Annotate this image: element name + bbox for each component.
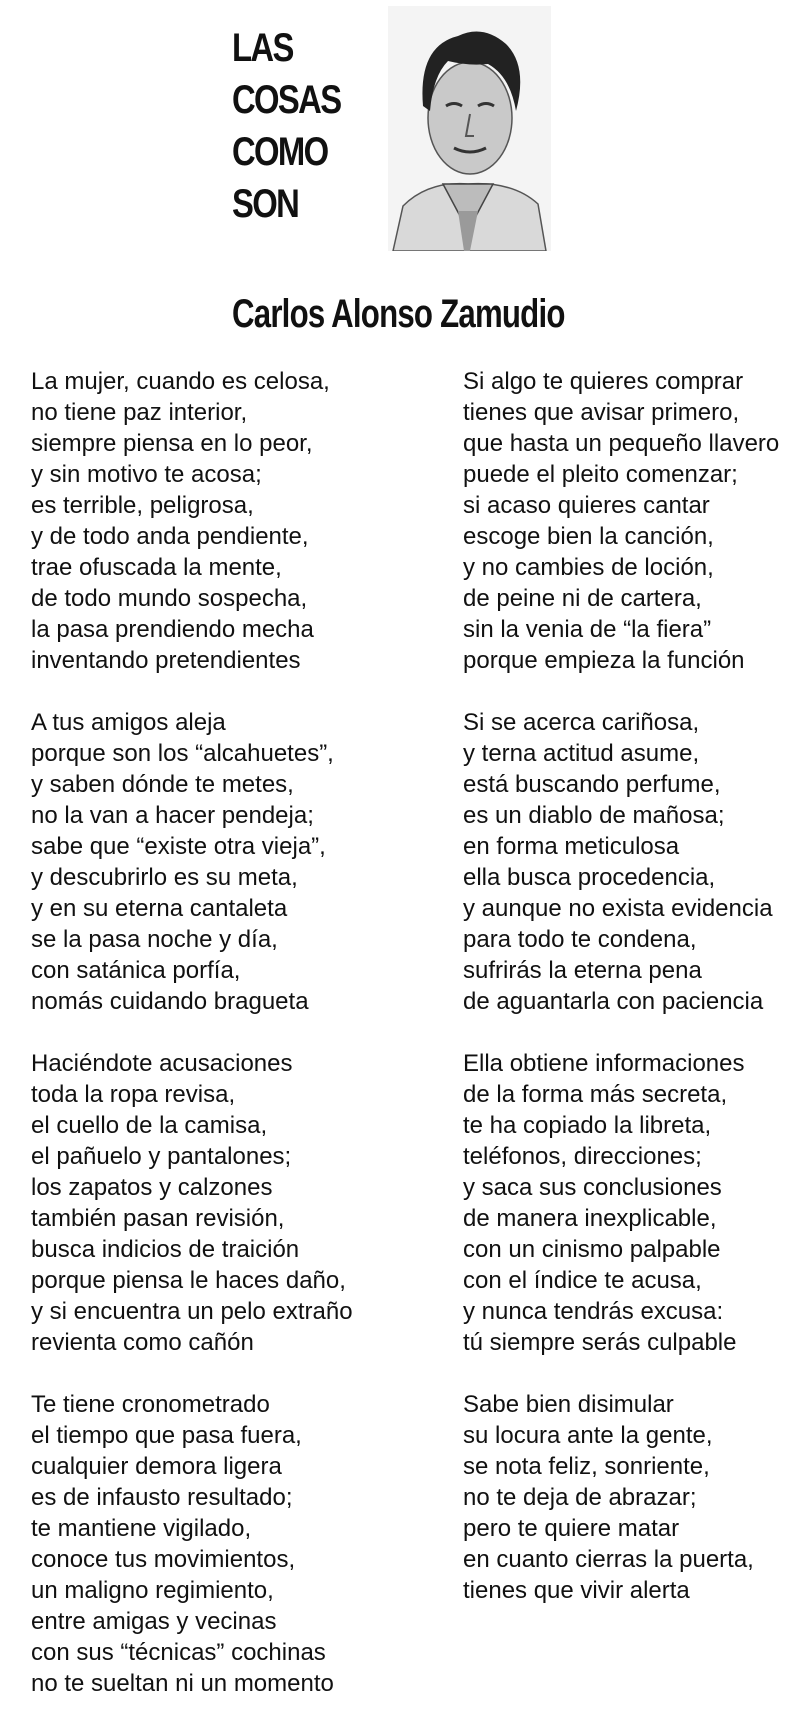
poem-line: que hasta un pequeño llavero (463, 430, 780, 457)
poem-line: con un cinismo palpable (463, 1236, 721, 1263)
poem-line: sin la venia de “la fiera” (463, 616, 712, 643)
poem-line: Te tiene cronometrado (31, 1391, 270, 1418)
poem-line: un maligno regimiento, (31, 1577, 274, 1604)
column-title-line: COMO (232, 130, 328, 174)
stanza (31, 366, 411, 676)
poem-line: en cuanto cierras la puerta, (463, 1546, 754, 1573)
poem-line: no tiene paz interior, (31, 399, 248, 426)
poem-line: Si se acerca cariñosa, (463, 709, 700, 736)
author-portrait (388, 6, 551, 251)
stanza (463, 1048, 800, 1358)
poem-line: puede el pleito comenzar; (463, 461, 738, 488)
poem-line: es un diablo de mañosa; (463, 802, 725, 829)
poem-line: si acaso quieres cantar (463, 492, 710, 519)
poem-line: toda la ropa revisa, (31, 1081, 236, 1108)
poem-line: en forma meticulosa (463, 833, 680, 860)
poem-line: no te sueltan ni un momento (31, 1670, 334, 1697)
poem-line: de peine ni de cartera, (463, 585, 702, 612)
poem-line: la pasa prendiendo mecha (31, 616, 314, 643)
poem-line: siempre piensa en lo peor, (31, 430, 313, 457)
stanza (31, 1048, 411, 1358)
author-name: Carlos Alonso Zamudio (232, 292, 565, 336)
poem-line: los zapatos y calzones (31, 1174, 273, 1201)
poem-line: teléfonos, direcciones; (463, 1143, 702, 1170)
poem-line: y nunca tendrás excusa: (463, 1298, 724, 1325)
column-title-line: SON (232, 182, 299, 226)
stanza (463, 1389, 800, 1606)
poem-line: es de infausto resultado; (31, 1484, 293, 1511)
poem-line: el pañuelo y pantalones; (31, 1143, 292, 1170)
poem-line: y en su eterna cantaleta (31, 895, 288, 922)
poem-line: también pasan revisión, (31, 1205, 285, 1232)
poem-line: se nota feliz, sonriente, (463, 1453, 710, 1480)
poem-line: Sabe bien disimular (463, 1391, 674, 1418)
poem-line: de todo mundo sospecha, (31, 585, 308, 612)
poem-line: con el índice te acusa, (463, 1267, 702, 1294)
poem-line: ella busca procedencia, (463, 864, 716, 891)
poem-line: inventando pretendientes (31, 647, 301, 674)
stanza (463, 707, 800, 1017)
poem-line: para todo te condena, (463, 926, 697, 953)
poem-line: tienes que avisar primero, (463, 399, 740, 426)
poem-line: escoge bien la canción, (463, 523, 714, 550)
column-title (232, 22, 340, 230)
poem-line: busca indicios de traición (31, 1236, 300, 1263)
poem-line: porque empieza la función (463, 647, 745, 674)
poem-line: el cuello de la camisa, (31, 1112, 268, 1139)
poem-line: trae ofuscada la mente, (31, 554, 282, 581)
poem-line: porque son los “alcahuetes”, (31, 740, 334, 767)
poem-line: La mujer, cuando es celosa, (31, 368, 330, 395)
poem-line: cualquier demora ligera (31, 1453, 282, 1480)
poem-line: el tiempo que pasa fuera, (31, 1422, 302, 1449)
stanza (31, 1389, 411, 1699)
poem-line: Ella obtiene informaciones (463, 1050, 745, 1077)
poem-line: Haciéndote acusaciones (31, 1050, 293, 1077)
poem-line: de aguantarla con paciencia (463, 988, 764, 1015)
poem-line: nomás cuidando bragueta (31, 988, 309, 1015)
poem-line: está buscando perfume, (463, 771, 721, 798)
poem-line: sabe que “existe otra vieja”, (31, 833, 326, 860)
poem-line: porque piensa le haces daño, (31, 1267, 346, 1294)
column-title-line: LAS (232, 26, 293, 70)
poem-line: y aunque no exista evidencia (463, 895, 773, 922)
poem-line: conoce tus movimientos, (31, 1546, 296, 1573)
poem-line: de manera inexplicable, (463, 1205, 717, 1232)
poem-line: sufrirás la eterna pena (463, 957, 702, 984)
column-title-line: COSAS (232, 78, 341, 122)
poem-line: Si algo te quieres comprar (463, 368, 744, 395)
poem-right-column (463, 366, 800, 1637)
stanza (31, 707, 411, 1017)
poem-line: tú siempre serás culpable (463, 1329, 737, 1356)
poem-line: te mantiene vigilado, (31, 1515, 252, 1542)
poem-line: su locura ante la gente, (463, 1422, 713, 1449)
poem-line: y de todo anda pendiente, (31, 523, 309, 550)
poem-line: se la pasa noche y día, (31, 926, 278, 953)
poem-line: y terna actitud asume, (463, 740, 700, 767)
stanza (463, 366, 800, 676)
poem-line: entre amigas y vecinas (31, 1608, 277, 1635)
poem-line: no te deja de abrazar; (463, 1484, 697, 1511)
poem-line: no la van a hacer pendeja; (31, 802, 314, 829)
poem-line: y descubrirlo es su meta, (31, 864, 298, 891)
poem-line: te ha copiado la libreta, (463, 1112, 712, 1139)
poem-line: y no cambies de loción, (463, 554, 714, 581)
poem-line: y sin motivo te acosa; (31, 461, 262, 488)
poem-line: de la forma más secreta, (463, 1081, 728, 1108)
poem-line: pero te quiere matar (463, 1515, 680, 1542)
poem-left-column (31, 366, 411, 1730)
poem-line: y saca sus conclusiones (463, 1174, 722, 1201)
poem-line: es terrible, peligrosa, (31, 492, 254, 519)
poem-line: y si encuentra un pelo extraño (31, 1298, 353, 1325)
poem-line: con sus “técnicas” cochinas (31, 1639, 326, 1666)
poem-line: con satánica porfía, (31, 957, 241, 984)
poem-line: tienes que vivir alerta (463, 1577, 690, 1604)
poem-line: y saben dónde te metes, (31, 771, 294, 798)
poem-line: revienta como cañón (31, 1329, 254, 1356)
poem-line: A tus amigos aleja (31, 709, 226, 736)
